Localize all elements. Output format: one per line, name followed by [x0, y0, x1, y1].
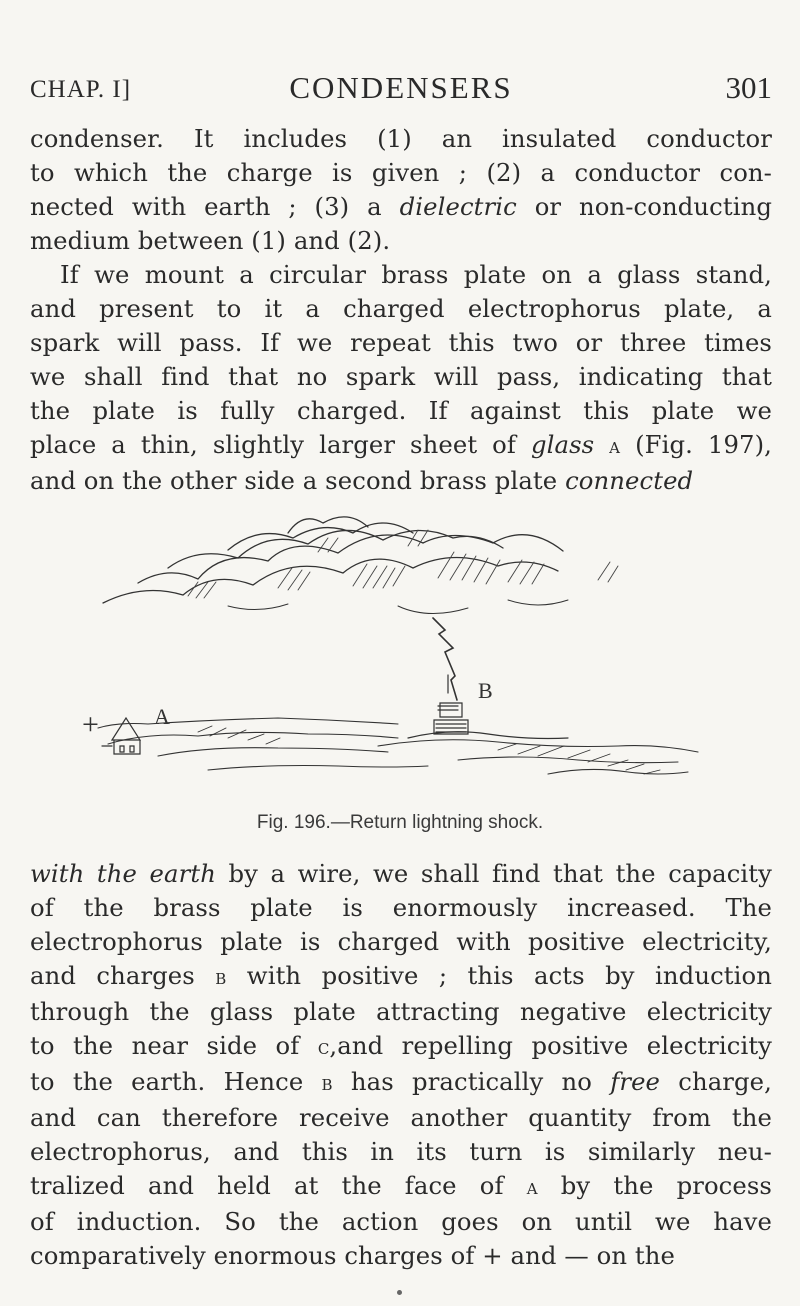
running-header — [30, 70, 772, 114]
text-line: with the earth by a wire, we shall find that the capacity — [30, 859, 772, 888]
text-line: place a thin, slightly larger sheet of glass a (Fig. 197), — [30, 430, 773, 459]
text-line: electrophorus plate is charged with positive electricity, — [30, 927, 772, 956]
plus-label: + — [82, 708, 99, 741]
text-line: of the brass plate is enormously increased. The — [30, 893, 772, 922]
text-line: and on the other side a second brass plate connected — [30, 466, 694, 495]
text-line: spark will pass. If we repeat this two or three times — [30, 328, 772, 357]
text-line: If we mount a circular brass plate on a glass stand, — [60, 260, 772, 289]
text-line: through the glass plate attracting negative electricity — [30, 997, 772, 1026]
text-line: to the earth. Hence b has practically no free charge, — [30, 1067, 772, 1096]
chapter-label: CHAP. I] — [30, 76, 132, 103]
text-line: we shall find that no spark will pass, indicating that — [30, 362, 772, 391]
text-line: to which the charge is given ; (2) a conductor con- — [30, 158, 772, 187]
page-number: 301 — [725, 70, 772, 105]
lightning-bolt — [433, 618, 457, 700]
text-line: condenser. It includes (1) an insulated conductor — [30, 124, 772, 153]
text-line: tralized and held at the face of a by the process — [30, 1171, 772, 1200]
text-line: of induction. So the action goes on until we have — [30, 1207, 772, 1236]
text-line: medium between (1) and (2). — [30, 226, 391, 255]
text-line: the plate is fully charged. If against this plate we — [30, 396, 772, 425]
text-line: comparatively enormous charges of + and — on the — [30, 1241, 675, 1270]
landscape — [98, 718, 698, 774]
return-lightning-figure — [78, 488, 728, 803]
label-b: B — [478, 678, 493, 703]
label-a: A — [154, 704, 170, 729]
text-line: and can therefore receive another quantity from the — [30, 1103, 772, 1132]
text-line: electrophorus, and this in its turn is similarly neu- — [30, 1137, 772, 1166]
paragraph-3 — [30, 857, 772, 1273]
figure-caption: Fig. 196.—Return lightning shock. — [256, 812, 544, 833]
page-mark — [397, 1290, 402, 1295]
paragraph-2 — [30, 258, 772, 498]
text-line: nected with earth ; (3) a dielectric or non-conducting — [30, 192, 772, 221]
text-line: to the near side of c,and repelling positive electricity — [30, 1031, 773, 1060]
text-line: and present to it a charged electrophorus plate, a — [30, 294, 772, 323]
storm-clouds — [103, 517, 618, 614]
page-title: CONDENSERS — [289, 70, 513, 105]
text-line: and charges b with positive ; this acts by induction — [30, 961, 772, 990]
body-text-top — [30, 122, 772, 498]
paragraph-1 — [30, 122, 772, 258]
